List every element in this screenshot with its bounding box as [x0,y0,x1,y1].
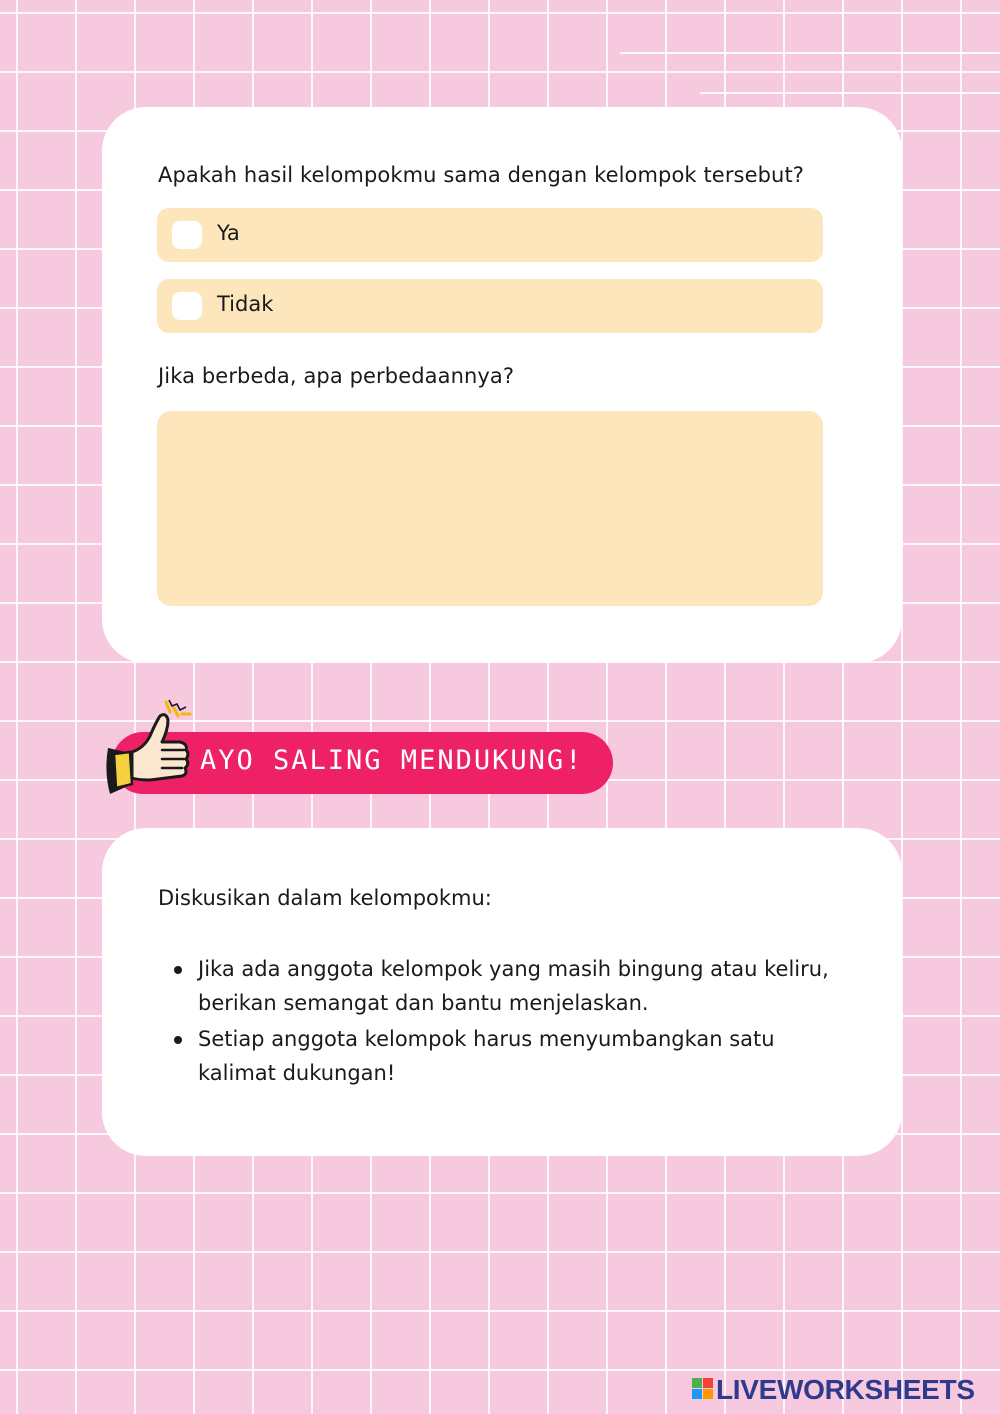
follow-up-question: Jika berbeda, apa perbedaannya? [158,364,515,388]
question-text: Apakah hasil kelompokmu sama dengan kelompok tersebut? [158,163,805,187]
checkbox-ya[interactable] [172,221,202,249]
decorative-line [620,52,1000,54]
option-ya[interactable] [157,208,823,262]
thumbs-up-icon [100,696,200,800]
list-item-text: Setiap anggota kelompok harus menyumbangkan satu kalimat dukungan! [198,1027,775,1085]
question-card [102,107,902,663]
discussion-list [158,952,858,1092]
discussion-card [102,828,902,1156]
list-item-text: Jika ada anggota kelompok yang masih bingung atau keliru, berikan semangat dan bantu menjelaskan. [198,957,829,1015]
checkbox-tidak[interactable] [172,292,202,320]
decorative-line [700,92,1000,94]
bullet-icon [174,1036,182,1044]
option-tidak[interactable] [157,279,823,333]
logo-text: LIVEWORKSHEETS [716,1374,975,1405]
discussion-intro: Diskusikan dalam kelompokmu: [158,886,492,910]
answer-textarea[interactable] [157,411,823,606]
bullet-icon [174,966,182,974]
list-item [158,1022,858,1090]
list-item [158,952,858,1020]
option-label-ya: Ya [217,221,240,245]
banner-title: AYO SALING MENDUKUNG! [200,745,584,776]
liveworksheets-logo-icon [692,1378,714,1400]
option-label-tidak: Tidak [217,292,274,316]
